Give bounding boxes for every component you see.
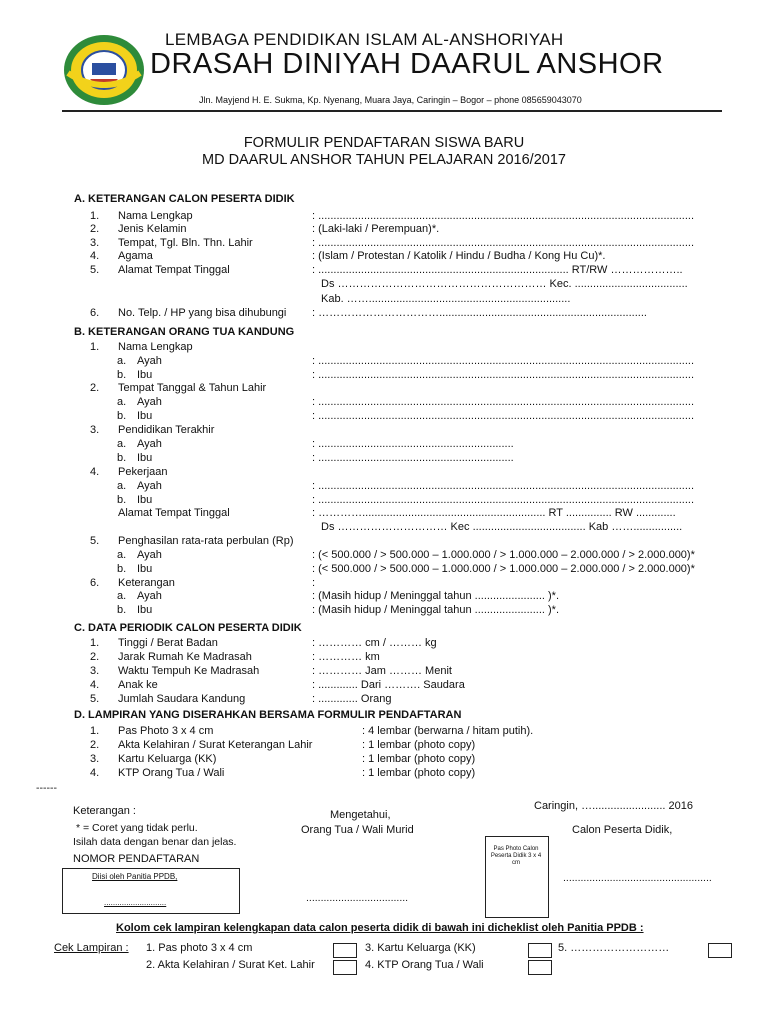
row-number: 3. xyxy=(90,424,100,436)
row-value: : ............. Dari ………. Saudara xyxy=(312,679,465,691)
row-label: Ibu xyxy=(137,494,153,506)
row-label: Pekerjaan xyxy=(118,466,168,478)
checklist-title: Kolom cek lampiran kelengkapan data calon peserta didik di bawah ini dicheklist oleh Panitia PPDB : xyxy=(116,922,644,934)
row-number: 5. xyxy=(90,693,100,705)
row-label: Jenis Kelamin xyxy=(118,223,187,235)
row-value: : 1 lembar (photo copy) xyxy=(362,739,476,751)
row-value: : 1 lembar (photo copy) xyxy=(362,753,476,765)
row-label: Pas Photo 3 x 4 cm xyxy=(118,725,214,737)
checkbox-item-2[interactable] xyxy=(333,960,357,975)
row-value: : ………… Jam ……… Menit xyxy=(312,665,452,677)
form-title-line1: FORMULIR PENDAFTARAN SISWA BARU xyxy=(243,135,525,151)
row-number: 3. xyxy=(90,753,100,765)
row-number: 6. xyxy=(90,307,100,319)
row-number: 5. xyxy=(90,264,100,276)
row-number: 4. xyxy=(90,679,100,691)
checklist-item-1: 1. Pas photo 3 x 4 cm xyxy=(146,942,253,954)
dash-mark: ------ xyxy=(36,782,57,794)
row-label: Penghasilan rata-rata perbulan (Rp) xyxy=(118,535,294,547)
row-number: b. xyxy=(117,410,127,422)
row-value: Ds ………………………… Kec ..................................... Kab ……................ xyxy=(321,521,683,533)
row-number: 2. xyxy=(90,739,100,751)
row-value: : ................................................................ xyxy=(312,438,514,450)
row-number: b. xyxy=(117,494,127,506)
checklist-item-2: 2. Akta Kelahiran / Surat Ket. Lahir xyxy=(146,959,315,971)
section-b-heading: B. KETERANGAN ORANG TUA KANDUNG xyxy=(74,326,295,338)
row-label: Ibu xyxy=(137,604,153,616)
row-label: Waktu Tempuh Ke Madrasah xyxy=(118,665,260,677)
section-a-heading: A. KETERANGAN CALON PESERTA DIDIK xyxy=(74,193,295,205)
section-d-heading: D. LAMPIRAN YANG DISERAHKAN BERSAMA FORMULIR PENDAFTARAN xyxy=(74,709,462,721)
row-value: Kab. …….................................................................. xyxy=(321,293,571,305)
row-label: Jarak Rumah Ke Madrasah xyxy=(118,651,252,663)
row-number: a. xyxy=(117,355,127,367)
checklist-item-3: 3. Kartu Keluarga (KK) xyxy=(365,942,476,954)
form-title-line2: MD DAARUL ANSHOR TAHUN PELAJARAN 2016/2017 xyxy=(202,152,566,168)
row-number: 4. xyxy=(90,250,100,262)
row-value: : (Masih hidup / Meninggal tahun ....................... )*. xyxy=(312,604,560,616)
row-label: Ayah xyxy=(137,438,162,450)
keterangan-note-1: * = Coret yang tidak perlu. xyxy=(76,822,198,834)
row-number: 1. xyxy=(90,341,100,353)
row-number: 1. xyxy=(90,210,100,222)
row-number: 2. xyxy=(90,382,100,394)
row-number: 2. xyxy=(90,223,100,235)
nomor-pendaftaran-line: ............................ xyxy=(104,898,167,907)
row-value: : ........................................................................................................................... xyxy=(312,369,695,381)
row-label: Ibu xyxy=(137,369,153,381)
row-label: Anak ke xyxy=(118,679,158,691)
row-value: : (< 500.000 / > 500.000 – 1.000.000 / > 1.000.000 – 2.000.000 / > 2.000.000)* xyxy=(312,549,695,561)
row-number: 1. xyxy=(90,637,100,649)
ortu-signature-line: ................................... xyxy=(306,892,409,904)
row-label: Akta Kelahiran / Surat Keterangan Lahir xyxy=(118,739,313,751)
row-label: No. Telp. / HP yang bisa dihubungi xyxy=(118,307,287,319)
row-number: a. xyxy=(117,549,127,561)
checkbox-item-1[interactable] xyxy=(333,943,357,958)
keterangan-title: Keterangan : xyxy=(73,805,136,817)
row-value: : ........................................................................................................................... xyxy=(312,396,695,408)
header-divider xyxy=(62,110,722,112)
row-label: Ibu xyxy=(137,563,153,575)
mengetahui-label: Mengetahui, xyxy=(330,809,391,821)
row-label: Tinggi / Berat Badan xyxy=(118,637,218,649)
row-label: Ayah xyxy=(137,355,162,367)
row-label: Ayah xyxy=(137,480,162,492)
row-value: : xyxy=(312,577,316,589)
row-value: : 1 lembar (photo copy) xyxy=(362,767,476,779)
row-value: : ………… cm / ……… kg xyxy=(312,637,437,649)
row-number: a. xyxy=(117,438,127,450)
row-number: 3. xyxy=(90,665,100,677)
checklist-item-5: 5. ……………………… xyxy=(558,942,670,954)
checkbox-item-5[interactable] xyxy=(708,943,732,958)
nomor-pendaftaran-note: Diisi oleh Panitia PPDB, xyxy=(92,872,178,881)
row-label: Tempat Tanggal & Tahun Lahir xyxy=(118,382,267,394)
row-label: Tempat, Tgl. Bln. Thn. Lahir xyxy=(118,237,253,249)
row-value: : ........................................................................................................................... xyxy=(312,480,695,492)
row-label: Ayah xyxy=(137,549,162,561)
row-number: a. xyxy=(117,480,127,492)
row-value: : ................................................................ xyxy=(312,452,514,464)
school-logo xyxy=(62,33,146,107)
row-label: Nama Lengkap xyxy=(118,341,193,353)
row-value: Ds ………………………………………………… Kec. ..................................... xyxy=(321,278,688,290)
row-value: : ........................................................................................................................... xyxy=(312,494,695,506)
row-number: a. xyxy=(117,396,127,408)
row-label: Ayah xyxy=(137,590,162,602)
row-label: Ayah xyxy=(137,396,162,408)
section-c-heading: C. DATA PERIODIK CALON PESERTA DIDIK xyxy=(74,622,302,634)
row-number: 4. xyxy=(90,767,100,779)
row-label: Nama Lengkap xyxy=(118,210,193,222)
checklist-item-4: 4. KTP Orang Tua / Wali xyxy=(365,959,484,971)
row-label: Alamat Tempat Tinggal xyxy=(118,264,230,276)
row-value: : (Laki-laki / Perempuan)*. xyxy=(312,223,440,235)
row-value: : ........................................................................................................................... xyxy=(312,410,695,422)
row-number: a. xyxy=(117,590,127,602)
row-label: Agama xyxy=(118,250,153,262)
school-address: Jln. Mayjend H. E. Sukma, Kp. Nyenang, Muara Jaya, Caringin – Bogor – phone 085659043070 xyxy=(199,95,582,105)
institution-name: LEMBAGA PENDIDIKAN ISLAM AL-ANSHORIYAH xyxy=(165,30,564,49)
place-date: Caringin, …........................ 2016 xyxy=(534,800,693,812)
row-value: : ........................................................................................................................... xyxy=(312,210,695,222)
ortu-label: Orang Tua / Wali Murid xyxy=(301,824,414,836)
row-number: 1. xyxy=(90,725,100,737)
row-label: Keterangan xyxy=(118,577,175,589)
checkbox-item-3[interactable] xyxy=(528,943,552,958)
row-number: 2. xyxy=(90,651,100,663)
checklist-label: Cek Lampiran : xyxy=(54,942,129,954)
row-value: : .................................................................................. RT/RW ……………….. xyxy=(312,264,683,276)
row-number: 5. xyxy=(90,535,100,547)
row-value: : (Masih hidup / Meninggal tahun ....................... )*. xyxy=(312,590,560,602)
row-number: 3. xyxy=(90,237,100,249)
row-value: : …………............................................................ RT ............... RW ............. xyxy=(312,507,676,519)
row-number: 4. xyxy=(90,466,100,478)
row-label: Ibu xyxy=(137,452,153,464)
row-label: Ibu xyxy=(137,410,153,422)
row-number: b. xyxy=(117,369,127,381)
row-value: : (< 500.000 / > 500.000 – 1.000.000 / > 1.000.000 – 2.000.000 / > 2.000.000)* xyxy=(312,563,695,575)
keterangan-note-2: Isilah data dengan benar dan jelas. xyxy=(73,836,237,848)
row-number: 6. xyxy=(90,577,100,589)
calon-label: Calon Peserta Didik, xyxy=(572,824,673,836)
row-value: : ………… km xyxy=(312,651,380,663)
checkbox-item-4[interactable] xyxy=(528,960,552,975)
school-name: DRASAH DINIYAH DAARUL ANSHOR xyxy=(150,48,664,80)
row-label: Jumlah Saudara Kandung xyxy=(118,693,246,705)
row-value: : 4 lembar (berwarna / hitam putih). xyxy=(362,725,534,737)
row-value: : …………………………….................................................................... xyxy=(312,307,647,319)
row-value: : ........................................................................................................................... xyxy=(312,355,695,367)
row-value: : ............. Orang xyxy=(312,693,392,705)
row-label: Pendidikan Terakhir xyxy=(118,424,215,436)
row-number: b. xyxy=(117,604,127,616)
row-value: : (Islam / Protestan / Katolik / Hindu / Budha / Kong Hu Cu)*. xyxy=(312,250,606,262)
row-label: KTP Orang Tua / Wali xyxy=(118,767,225,779)
row-number: b. xyxy=(117,452,127,464)
row-number: b. xyxy=(117,563,127,575)
photo-box-text: Pas Photo Calon Peserta Didik 3 x 4 cm xyxy=(490,846,542,866)
row-label: Alamat Tempat Tinggal xyxy=(118,507,230,519)
nomor-pendaftaran-title: NOMOR PENDAFTARAN xyxy=(73,853,200,865)
row-value: : ........................................................................................................................... xyxy=(312,237,695,249)
row-label: Kartu Keluarga (KK) xyxy=(118,753,217,765)
calon-signature-line: ................................................... xyxy=(563,872,712,884)
